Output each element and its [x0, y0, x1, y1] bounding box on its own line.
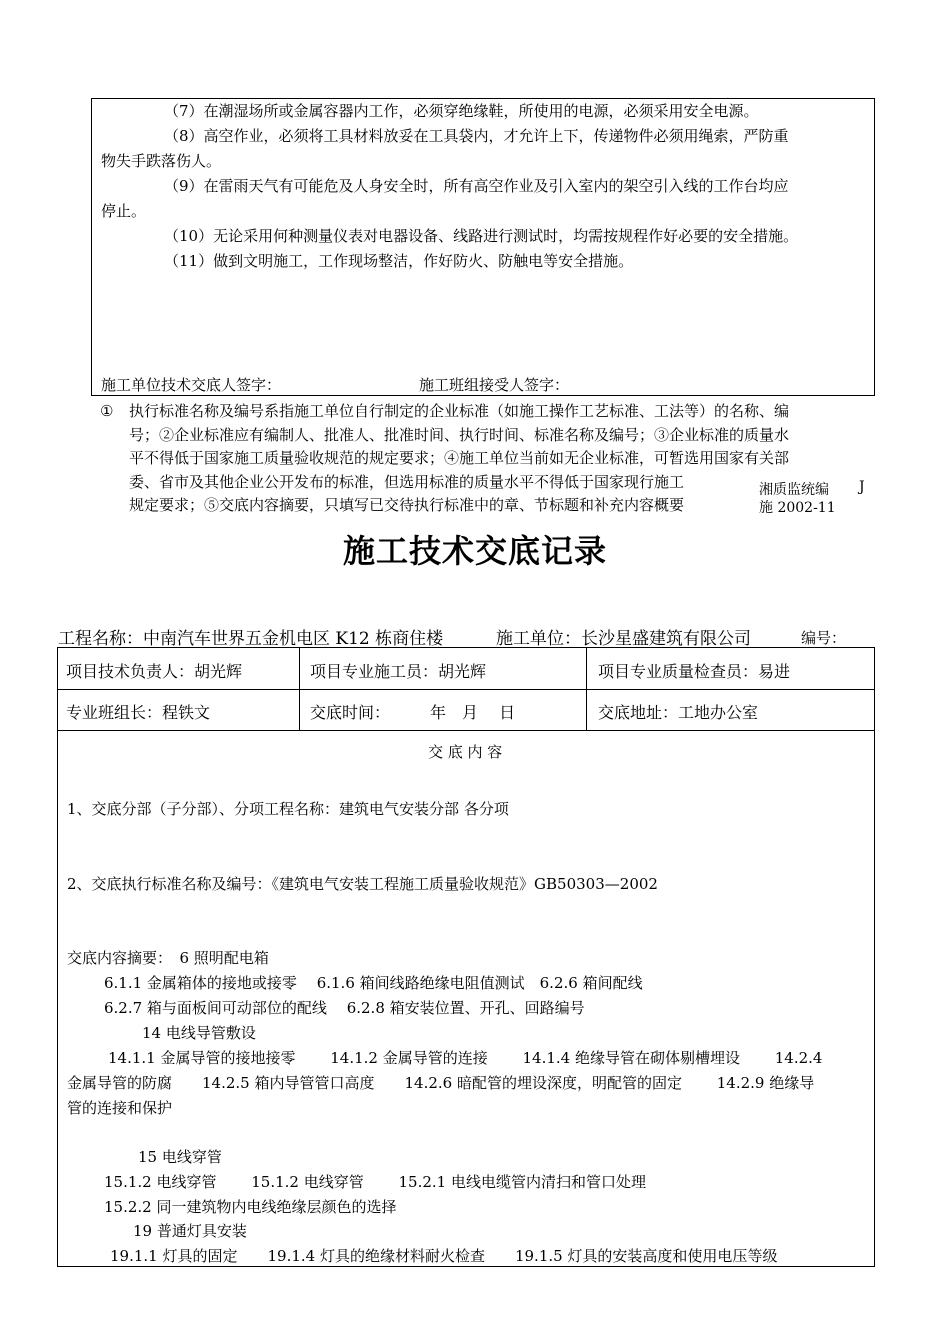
disclosure-address-field: 交底地址：工地办公室	[598, 703, 759, 722]
summary-line: 6.1.1 金属箱体的接地或接零 6.1.6 箱间线路绝缘电阻值测试 6.2.6 箱间配线	[104, 974, 643, 992]
team-leader-field: 专业班组长：程铁文	[66, 703, 211, 722]
footnote-marker: ①	[100, 402, 114, 420]
summary-line: 管的连接和保护	[67, 1099, 173, 1117]
safety-item-11: （11）做到文明施工，工作现场整洁，作好防火、防触电等安全措施。	[164, 252, 634, 270]
summary-subheading: 19 普通灯具安装	[133, 1222, 247, 1240]
disclosure-table	[57, 647, 875, 1267]
safety-item-10: （10）无论采用何种测量仪表对电器设备、线路进行测试时，均需按规程作好必要的安全措施。	[164, 227, 799, 245]
quality-inspector-field: 项目专业质量检查员：易进	[598, 662, 791, 681]
summary-line: 15.1.2 电线穿管 15.1.2 电线穿管 15.2.1 电线电缆管内清扫和管口处理	[104, 1173, 646, 1191]
construction-staff-field: 项目专业施工员：胡光辉	[310, 662, 487, 681]
footnote-line: 规定要求；⑤交底内容摘要，只填写已交待执行标准中的章、节标题和补充内容概要	[129, 496, 685, 514]
safety-item-9: （9）在雷雨天气有可能危及人身安全时，所有高空作业及引入室内的架空引入线的工作台均应	[164, 177, 789, 195]
disclosure-time-field: 交底时间： 年 月 日	[310, 703, 516, 722]
summary-line: 14.1.1 金属导管的接地接零 14.1.2 金属导管的连接 14.1.4 绝缘导管在砌体剔槽埋设 14.2.4	[108, 1049, 823, 1067]
summary-subheading: 15 电线穿管	[138, 1148, 222, 1166]
safety-item-9-cont: 停止。	[101, 202, 147, 220]
summary-line: 6.2.7 箱与面板间可动部位的配线 6.2.8 箱安装位置、开孔、回路编号	[104, 999, 585, 1017]
tech-leader-field: 项目技术负责人：胡光辉	[66, 662, 243, 681]
row-divider	[58, 689, 874, 690]
row-divider	[58, 730, 874, 731]
column-divider	[299, 648, 300, 730]
content-header: 交 底 内 容	[428, 743, 503, 761]
sign-team-receiver: 施工班组接受人签字：	[419, 376, 570, 394]
summary-heading: 交底内容摘要： 6 照明配电箱	[67, 949, 269, 967]
page-title: 施工技术交底记录	[342, 532, 607, 570]
safety-item-7: （7）在潮湿场所或金属容器内工作，必须穿绝缘鞋，所使用的电源，必须采用安全电源。	[164, 102, 759, 120]
summary-line: 15.2.2 同一建筑物内电线绝缘层颜色的选择	[104, 1198, 397, 1216]
summary-line: 19.1.1 灯具的固定 19.1.4 灯具的绝缘材料耐火检查 19.1.5 灯具的安装高度和使用电压等级	[110, 1247, 778, 1265]
safety-item-8-cont: 物失手跌落伤人。	[101, 152, 222, 170]
footnote-line: 委、省市及其他企业公开发布的标准，但选用标准的质量水平不得低于国家现行施工	[129, 473, 685, 491]
summary-line: 金属导管的防腐 14.2.5 箱内导管管口高度 14.2.6 暗配管的埋设深度，明配管的固定 14.2.9 绝缘导	[67, 1074, 815, 1092]
project-name: 工程名称：中南汽车世界五金机电区 K12 栋商住楼	[58, 629, 444, 649]
summary-subheading: 14 电线导管敷设	[142, 1024, 256, 1042]
section-1-division-name: 1、交底分部（子分部）、分项工程名称：建筑电气安装分部 各分项	[67, 800, 509, 818]
construction-unit: 施工单位：长沙星盛建筑有限公司	[496, 629, 751, 649]
safety-item-8: （8）高空作业，必须将工具材料放妥在工具袋内，才允许上下，传递物件必须用绳索，严防重	[164, 127, 789, 145]
column-divider	[586, 648, 587, 730]
sign-tech-discloser: 施工单位技术交底人签字：	[101, 376, 282, 394]
document-number-label: 编号：	[801, 629, 847, 647]
footnote-line: 号；②企业标准应有编制人、批准人、批准时间、执行时间、标准名称及编号；③企业标准的质量水	[129, 426, 790, 444]
footnote-line: 执行标准名称及编号系指施工单位自行制定的企业标准（如施工操作工艺标准、工法等）的名称、编	[129, 402, 790, 420]
form-code-number: 施 2002-11	[759, 500, 836, 516]
form-code-mark: J	[859, 479, 865, 495]
footnote-line: 平不得低于国家施工质量验收规范的规定要求；④施工单位当前如无企业标准，可暂选用国家有关部	[129, 449, 790, 467]
form-code-label: 湘质监统编	[759, 482, 829, 498]
section-2-standard: 2、交底执行标准名称及编号：《建筑电气安装工程施工质量验收规范》GB50303—2002	[67, 875, 658, 893]
